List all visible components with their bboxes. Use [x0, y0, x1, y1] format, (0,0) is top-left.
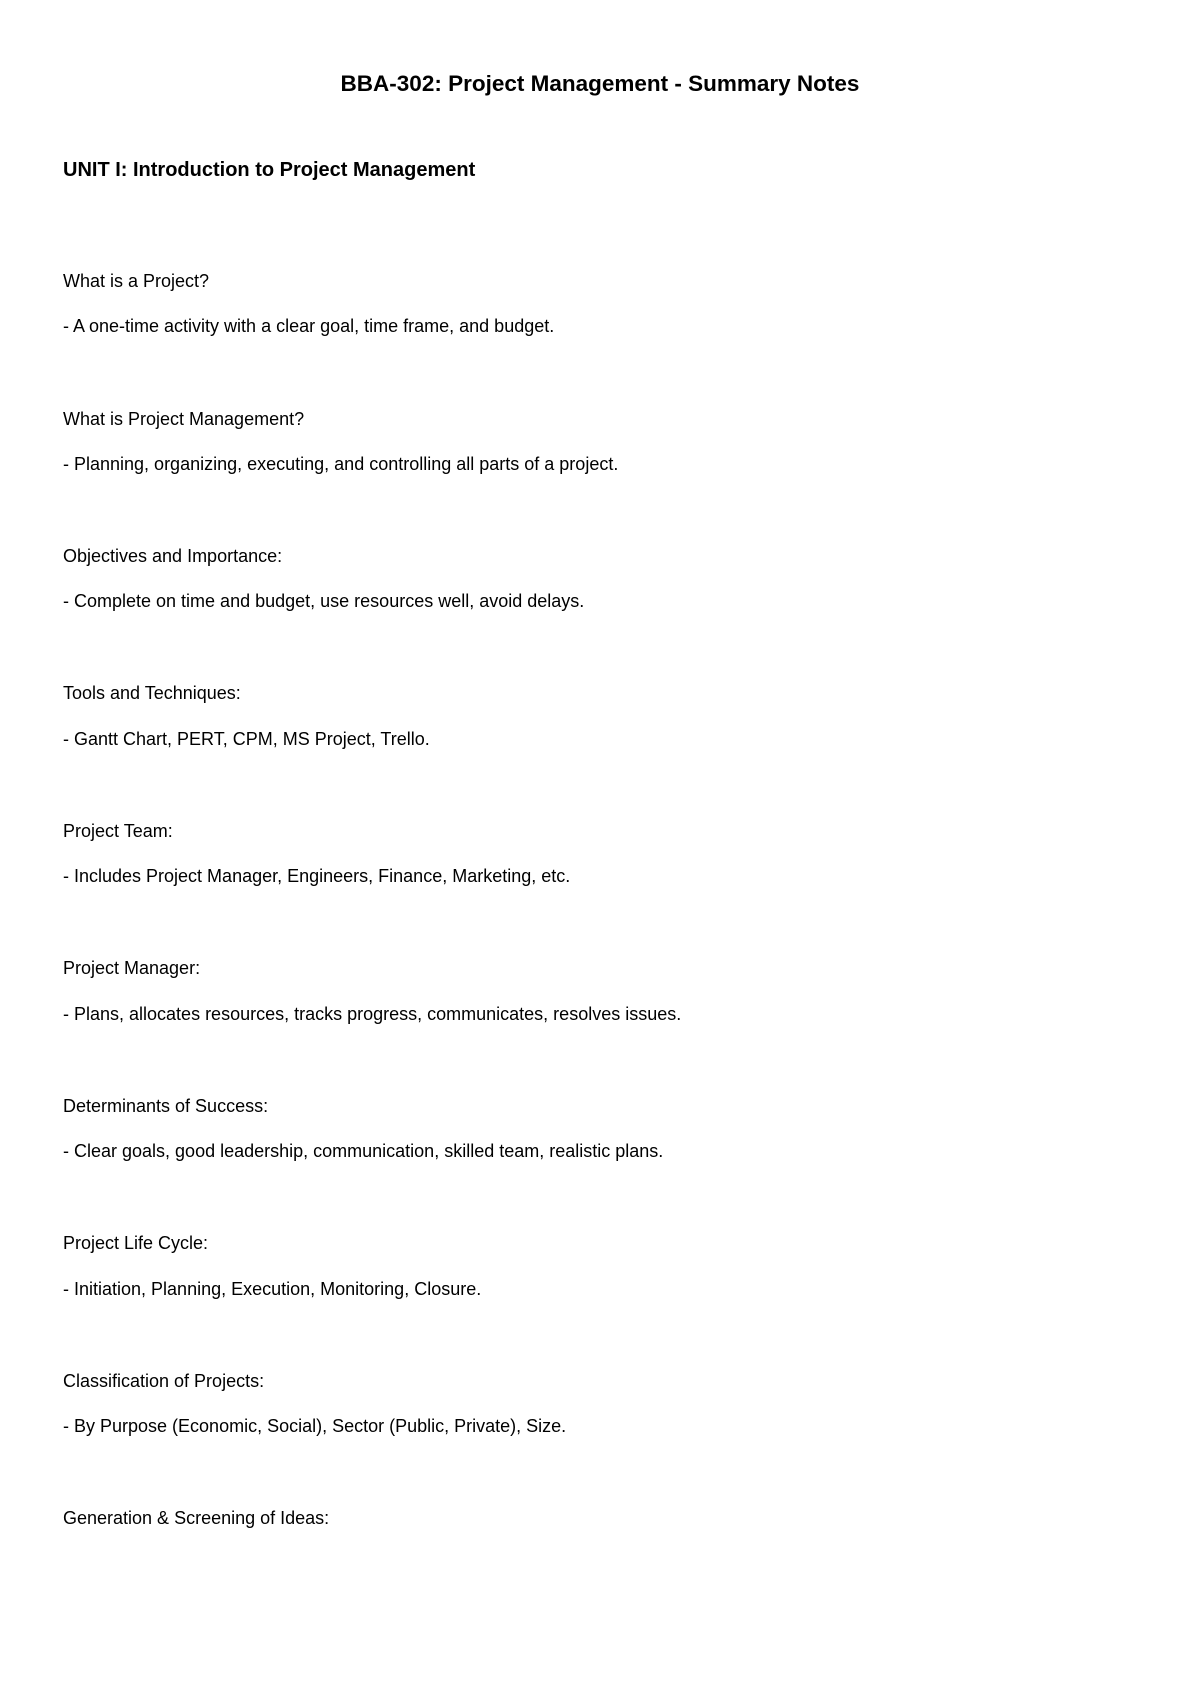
section-question: Project Manager:: [63, 958, 201, 978]
section-answer: - Planning, organizing, executing, and controlling all parts of a project.: [63, 454, 619, 474]
section-question: Classification of Projects:: [63, 1371, 265, 1391]
section-question: Project Team:: [63, 821, 173, 841]
unit-heading: UNIT I: Introduction to Project Management: [63, 159, 476, 181]
section-question: Project Life Cycle:: [63, 1233, 209, 1253]
section-answer: - Includes Project Manager, Engineers, Finance, Marketing, etc.: [63, 866, 571, 886]
section-question: Generation & Screening of Ideas:: [63, 1508, 330, 1528]
section-question: Objectives and Importance:: [63, 546, 283, 566]
section-answer: - Plans, allocates resources, tracks progress, communicates, resolves issues.: [63, 1004, 682, 1024]
section-question: Tools and Techniques:: [63, 683, 241, 703]
section-question: What is a Project?: [63, 271, 210, 291]
section-question: What is Project Management?: [63, 409, 305, 429]
section-answer: - Initiation, Planning, Execution, Monitoring, Closure.: [63, 1279, 482, 1299]
section-question: Determinants of Success:: [63, 1096, 269, 1116]
section-answer: - Gantt Chart, PERT, CPM, MS Project, Trello.: [63, 729, 430, 749]
document-title: BBA-302: Project Management - Summary Notes: [340, 71, 860, 96]
section-answer: - By Purpose (Economic, Social), Sector (Public, Private), Size.: [63, 1416, 567, 1436]
section-answer: - Complete on time and budget, use resources well, avoid delays.: [63, 591, 585, 611]
section-answer: - A one-time activity with a clear goal, time frame, and budget.: [63, 316, 555, 336]
section-answer: - Clear goals, good leadership, communication, skilled team, realistic plans.: [63, 1141, 664, 1161]
